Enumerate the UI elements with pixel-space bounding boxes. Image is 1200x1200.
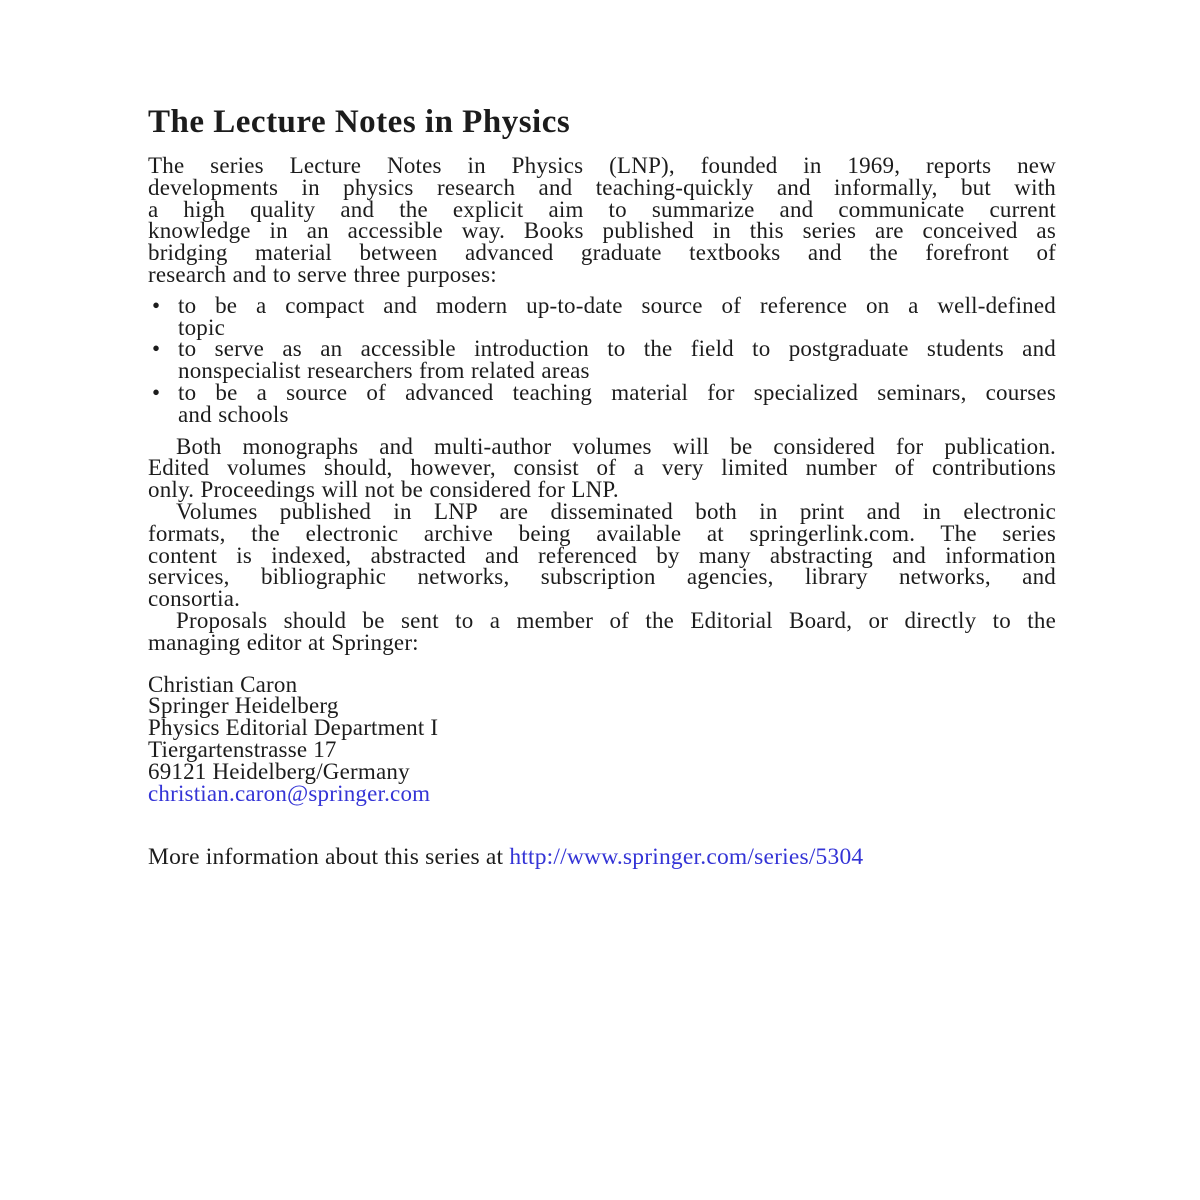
list-item-text: to be a compact and modern up-to-date source of reference on a well-defined topic xyxy=(178,292,1056,340)
contact-city: 69121 Heidelberg/Germany xyxy=(148,758,410,784)
list-item xyxy=(148,338,1056,382)
contact-department: Physics Editorial Department I xyxy=(148,715,439,741)
contact-block xyxy=(148,671,1056,806)
list-item-text: to serve as an accessible introduction to the field to postgraduate students and nonspecialist researchers from related areas xyxy=(178,336,1056,384)
page-title: The Lecture Notes in Physics xyxy=(148,104,571,140)
bullet-icon: • xyxy=(152,379,161,405)
contact-name: Christian Caron xyxy=(148,671,298,697)
intro-paragraph: The series Lecture Notes in Physics (LNP), founded in 1969, reports new developments in physics research and teaching-quickly and informally, but with a high quality and the explicit aim to summarize and communicate current knowledge in an accessible way. Books published in this series are conceived as bridging material between advanced graduate textbooks and the forefront of research and to serve three purposes: xyxy=(148,153,1056,287)
publication-paragraph: Both monographs and multi-author volumes will be considered for publication. Edited volumes should, however, consist of a very limited number of contributions only. Proceedings will not be considered for LNP. xyxy=(148,433,1056,503)
bullet-icon: • xyxy=(152,336,161,362)
list-item xyxy=(148,292,1056,340)
series-info-line xyxy=(148,844,1056,871)
contact-organization: Springer Heidelberg xyxy=(148,693,339,719)
series-url-link[interactable]: http://www.springer.com/series/5304 xyxy=(509,844,864,871)
dissemination-paragraph: Volumes published in LNP are disseminated both in print and in electronic formats, the electronic archive being available at springerlink.com. The series content is indexed, abstracted and referenced by many abstracting and information services, bibliographic networks, subscription agencies, library networks, and consortia. xyxy=(148,498,1056,612)
proposals-paragraph: Proposals should be sent to a member of the Editorial Board, or directly to the managing editor at Springer: xyxy=(148,607,1056,655)
list-item-text: to be a source of advanced teaching material for specialized seminars, courses and schools xyxy=(178,379,1056,427)
bullet-icon: • xyxy=(152,292,161,318)
series-info-text: More information about this series at xyxy=(148,844,510,871)
purpose-list xyxy=(148,292,1056,427)
contact-street: Tiergartenstrasse 17 xyxy=(148,736,337,762)
list-item xyxy=(148,379,1056,427)
email-link[interactable]: christian.caron@springer.com xyxy=(148,780,431,806)
page-content xyxy=(148,104,1056,871)
